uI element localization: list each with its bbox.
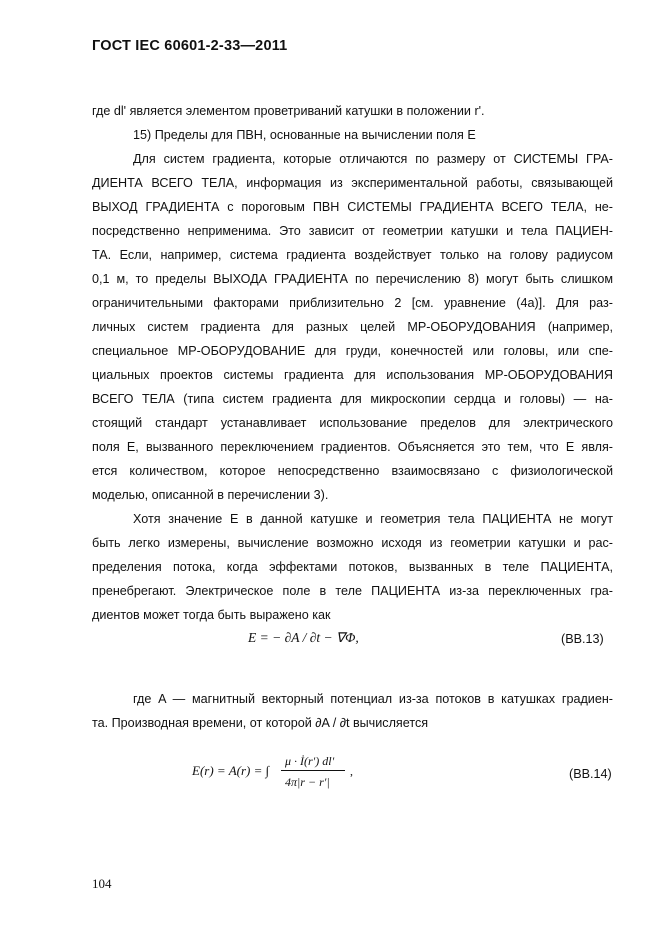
line-17: моделью, описанной в перечислении 3).	[92, 488, 329, 502]
fraction-bar	[281, 770, 345, 771]
document-header: ГОСТ IEC 60601-2-33—2011	[92, 38, 288, 54]
equation-number-bb13: (ВВ.13)	[561, 632, 604, 646]
line-1: где dl' является элементом проветриваний катушки в положении r'.	[92, 104, 485, 118]
line-15: поля E, вызванного переключением градиентов. Объясняется это тем, что E явля-	[92, 440, 613, 454]
equation-bb14-denominator: 4π|r − r'|	[285, 775, 330, 789]
line-19: быть легко измерены, вычисление возможно исходя из геометрии катушки и рас-	[92, 536, 613, 550]
line-13: ВСЕГО ТЕЛА (типа систем градиента для микроскопии сердца и головы) — на-	[92, 392, 613, 406]
line-3: Для систем градиента, которые отличаются по размеру от СИСТЕМЫ ГРА-	[133, 152, 613, 166]
line-18: Хотя значение E в данной катушке и геометрия тела ПАЦИЕНТА не могут	[133, 512, 613, 526]
line-5: ВЫХОД ГРАДИЕНТА с пороговым ПВН СИСТЕМЫ ГРАДИЕНТА ВСЕГО ТЕЛА, не-	[92, 200, 613, 214]
line-22: диентов может тогда быть выражено как	[92, 608, 331, 622]
equation-bb14-comma: ,	[350, 764, 353, 778]
line-6: посредственно неприменима. Это зависит от геометрии катушки и тела ПАЦИЕН-	[92, 224, 613, 238]
line-7: ТА. Если, например, система градиента воздействует только на голову радиусом	[92, 248, 613, 262]
equation-number-bb14: (ВВ.14)	[569, 767, 612, 781]
equation-bb13: E = − ∂A / ∂t − ∇Φ,	[248, 630, 359, 645]
line-9: ограничительными факторами приблизительно 2 [см. уравнение (4а)]. Для раз-	[92, 296, 613, 310]
line-23: где A — магнитный векторный потенциал из-за потоков в катушках градиен-	[133, 692, 613, 706]
line-21: пренебрегают. Электрическое поле в теле ПАЦИЕНТА из-за переключенных гра-	[92, 584, 613, 598]
line-16: ется количеством, которое непосредственно взаимосвязано с физиологической	[92, 464, 613, 478]
line-2: 15) Пределы для ПВН, основанные на вычислении поля E	[133, 128, 476, 142]
line-20: пределения потока, когда эффектами потоков, вызванных в теле ПАЦИЕНТА,	[92, 560, 613, 574]
line-8: 0,1 м, то пределы ВЫХОДА ГРАДИЕНТА по перечислению 8) могут быть слишком	[92, 272, 613, 286]
line-10: личных систем градиента для разных целей МР-ОБОРУДОВАНИЯ (например,	[92, 320, 613, 334]
line-12: циальных проектов системы градиента для использования МР-ОБОРУДОВАНИЯ	[92, 368, 613, 382]
line-4: ДИЕНТА ВСЕГО ТЕЛА, информация из экспериментальной работы, связывающей	[92, 176, 613, 190]
line-14: стоящий стандарт устанавливает использование пределов для электрического	[92, 416, 613, 430]
page-number: 104	[92, 876, 112, 891]
equation-bb14-lhs: E(r) = A(r) = ∫	[192, 763, 270, 778]
line-24: та. Производная времени, от которой ∂A / ∂t вычисляется	[92, 716, 429, 730]
equation-bb14-numerator: μ · İ(r') dl'	[285, 754, 335, 768]
line-11: специальное МР-ОБОРУДОВАНИЕ для груди, конечностей или головы, или спе-	[92, 344, 613, 358]
